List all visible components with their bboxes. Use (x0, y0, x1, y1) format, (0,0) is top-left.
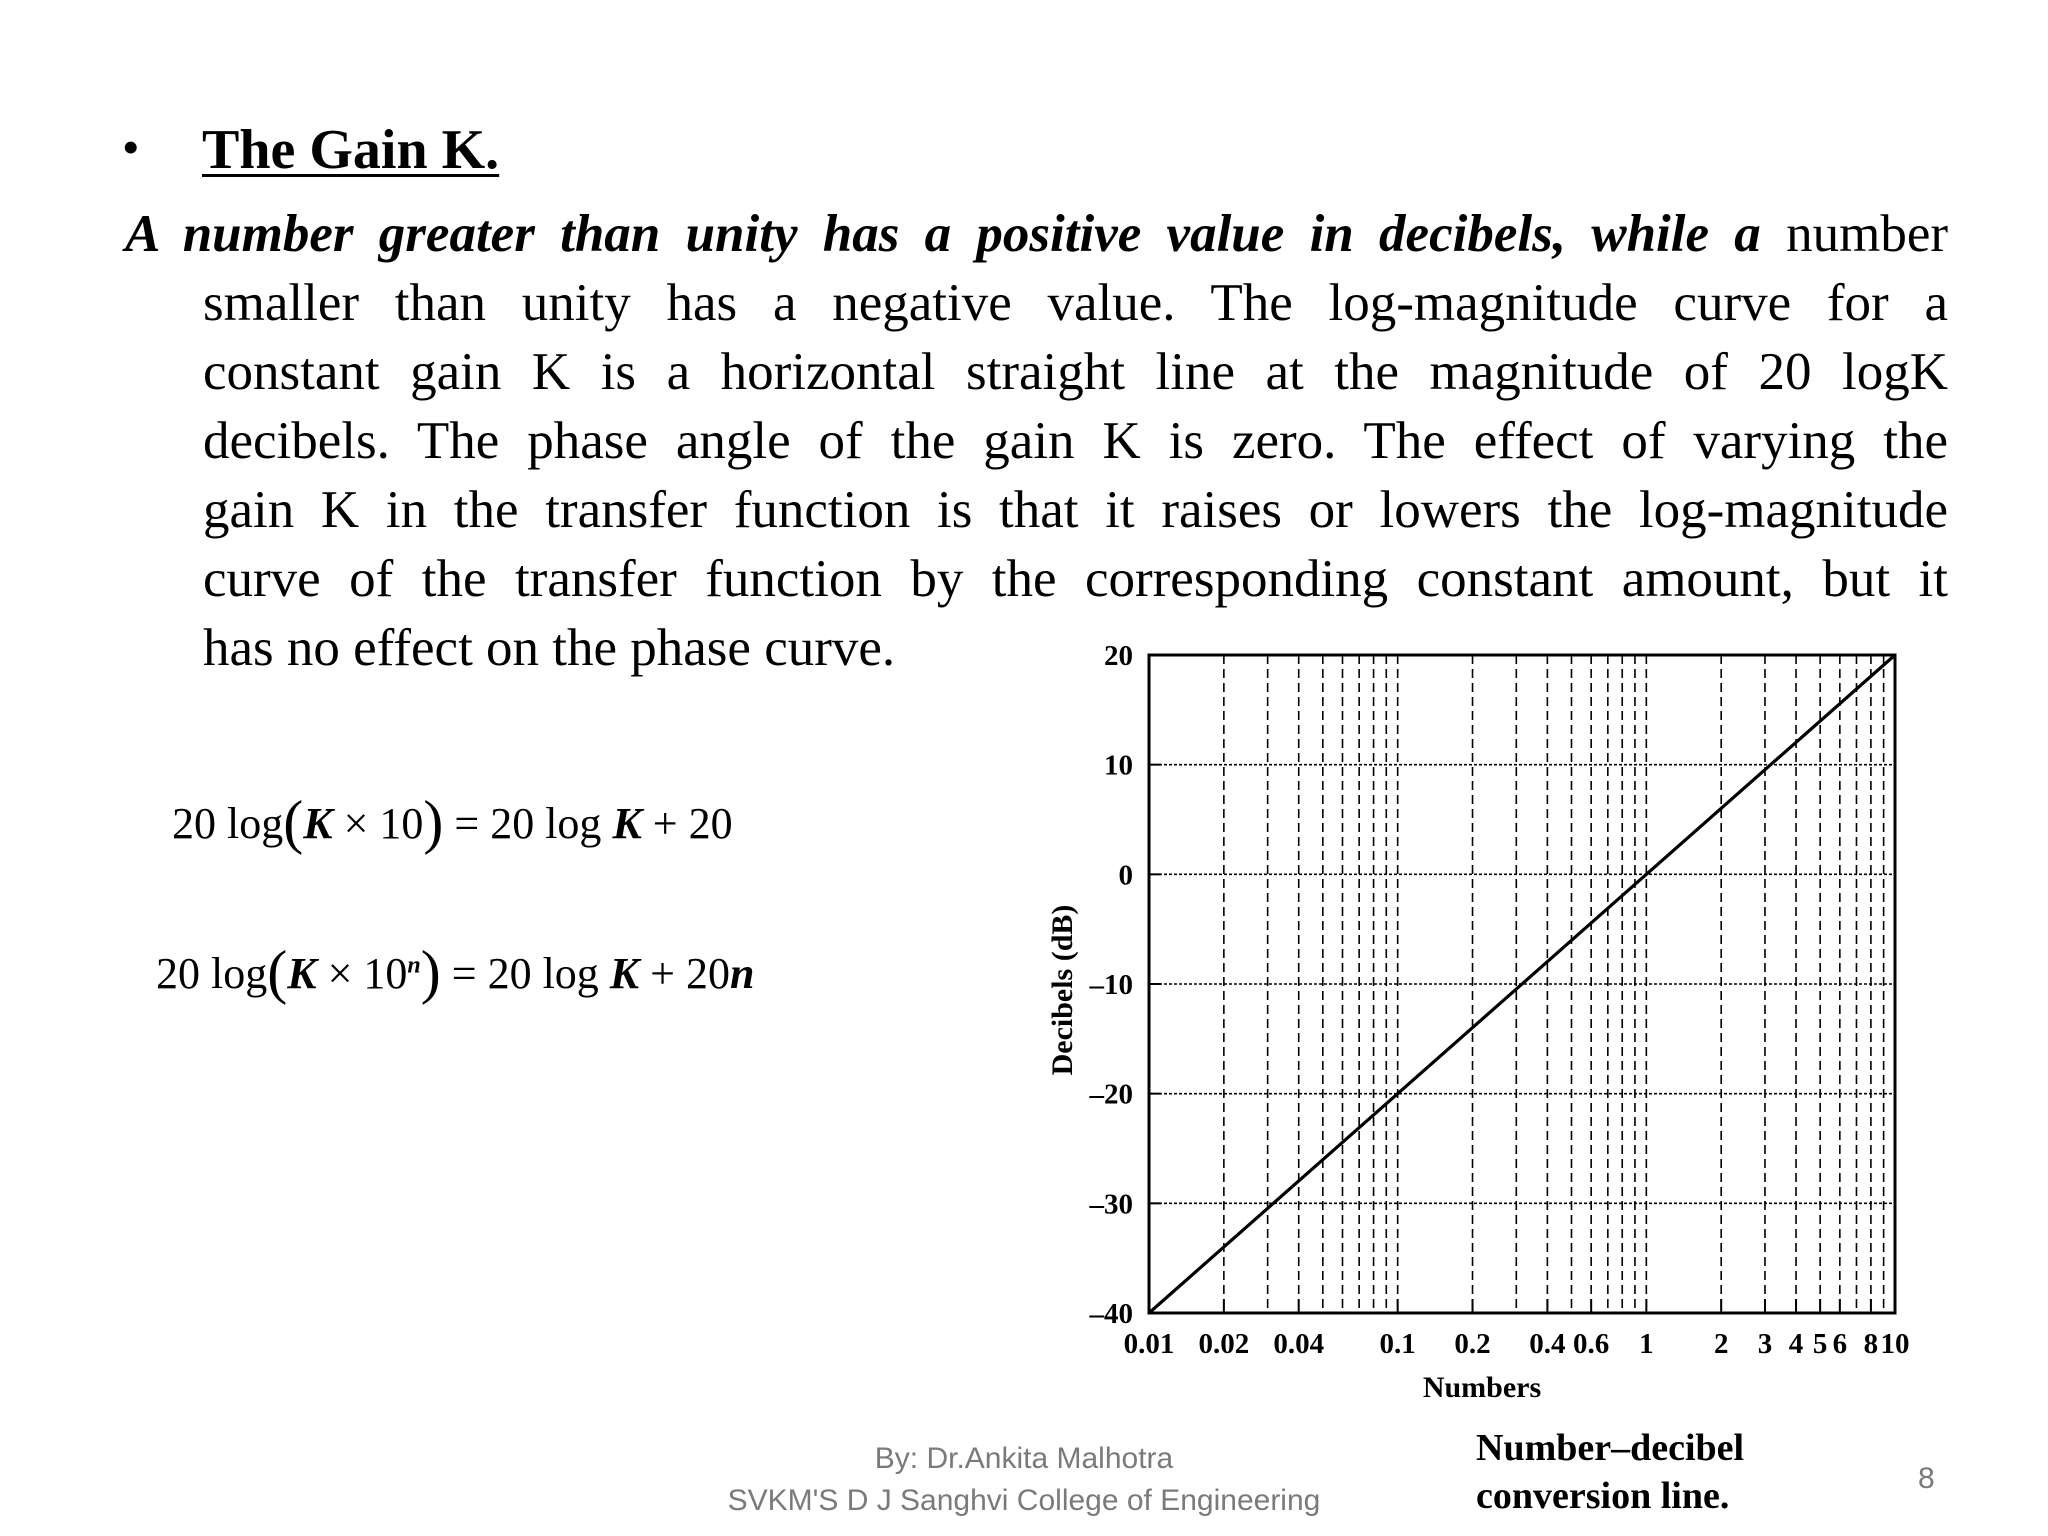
x-tick-label: 0.02 (1198, 1328, 1250, 1360)
y-tick-label: –20 (1089, 1078, 1133, 1111)
equation-gain-times-ten-power-n (156, 938, 754, 1007)
eq-var: K (287, 949, 317, 998)
x-tick-label: 0.6 (1573, 1328, 1610, 1360)
number-decibel-chart (1020, 640, 1940, 1420)
chart-tick-labels (1089, 640, 1910, 1360)
paragraph-line: gain K in the transfer function is that it raises or lowers the log-magnitude (203, 481, 1948, 539)
eq-var: K (303, 799, 333, 848)
slide-heading: The Gain K. (202, 119, 500, 181)
eq-equals: = 20 log (440, 949, 610, 998)
eq-tail: + 20 (639, 949, 730, 998)
y-axis-label: Decibels (dB) (1046, 904, 1079, 1076)
eq-op: × 10 (332, 799, 424, 848)
paragraph-text: number (1760, 205, 1948, 263)
paragraph-line: decibels. The phase angle of the gain K is zero. The effect of varying the (203, 412, 1948, 470)
page-number: 8 (1918, 1462, 1935, 1495)
x-tick-label: 1 (1639, 1328, 1654, 1360)
eq-op: × 10 (316, 949, 408, 998)
x-tick-label: 0.2 (1454, 1328, 1491, 1360)
body-paragraph (125, 200, 1948, 683)
paragraph-emphasis: A number greater than unity has a positive value in decibels, while a (125, 205, 1761, 263)
x-axis-label: Numbers (1422, 1371, 1542, 1404)
equation-gain-times-ten (172, 788, 733, 857)
x-tick-label: 5 (1812, 1328, 1828, 1360)
eq-paren-open: ( (283, 789, 304, 855)
x-tick-label: 3 (1757, 1328, 1773, 1360)
x-tick-label: 8 (1863, 1328, 1879, 1360)
x-tick-label: 0.1 (1379, 1328, 1416, 1360)
eq-paren-close: ) (420, 939, 441, 1005)
x-tick-label: 6 (1832, 1328, 1848, 1360)
paragraph-line: constant gain K is a horizontal straight line at the magnitude of 20 logK (203, 343, 1948, 401)
footer-author: By: Dr.Ankita Malhotra (874, 1442, 1174, 1475)
x-tick-label: 10 (1880, 1328, 1910, 1360)
eq-exponent: n (407, 952, 421, 979)
eq-equals: = 20 log (443, 799, 613, 848)
y-tick-label: 20 (1104, 640, 1133, 672)
eq-var-n: n (729, 949, 755, 998)
eq-tail: + 20 (641, 799, 733, 848)
caption-line: Number–decibel (1476, 1427, 1745, 1469)
x-tick-label: 2 (1713, 1328, 1729, 1360)
caption-line: conversion line. (1476, 1475, 1730, 1517)
paragraph-line: curve of the transfer function by the corresponding constant amount, but it (203, 550, 1948, 608)
eq-var: K (609, 949, 640, 998)
x-tick-label: 4 (1788, 1328, 1804, 1360)
y-tick-label: 10 (1104, 749, 1133, 782)
x-tick-label: 0.04 (1273, 1328, 1325, 1360)
eq-paren-close: ) (423, 789, 444, 855)
paragraph-line: smaller than unity has a negative value. The log-magnitude curve for a (203, 274, 1948, 332)
y-tick-label: –30 (1089, 1188, 1133, 1221)
eq-func: 20 log (156, 949, 268, 998)
eq-func: 20 log (172, 799, 284, 848)
bullet-marker: • (122, 119, 140, 175)
eq-var: K (612, 799, 642, 848)
x-tick-label: 0.01 (1123, 1328, 1175, 1360)
y-tick-label: 0 (1118, 859, 1133, 892)
eq-paren-open: ( (267, 939, 288, 1005)
footer-college: SVKM'S D J Sanghvi College of Engineering (727, 1484, 1321, 1517)
paragraph-line: has no effect on the phase curve. (203, 619, 896, 677)
paragraph-line (125, 200, 1948, 269)
y-tick-label: –10 (1089, 969, 1133, 1001)
y-tick-label: –40 (1089, 1298, 1133, 1330)
x-tick-label: 0.4 (1529, 1328, 1566, 1360)
